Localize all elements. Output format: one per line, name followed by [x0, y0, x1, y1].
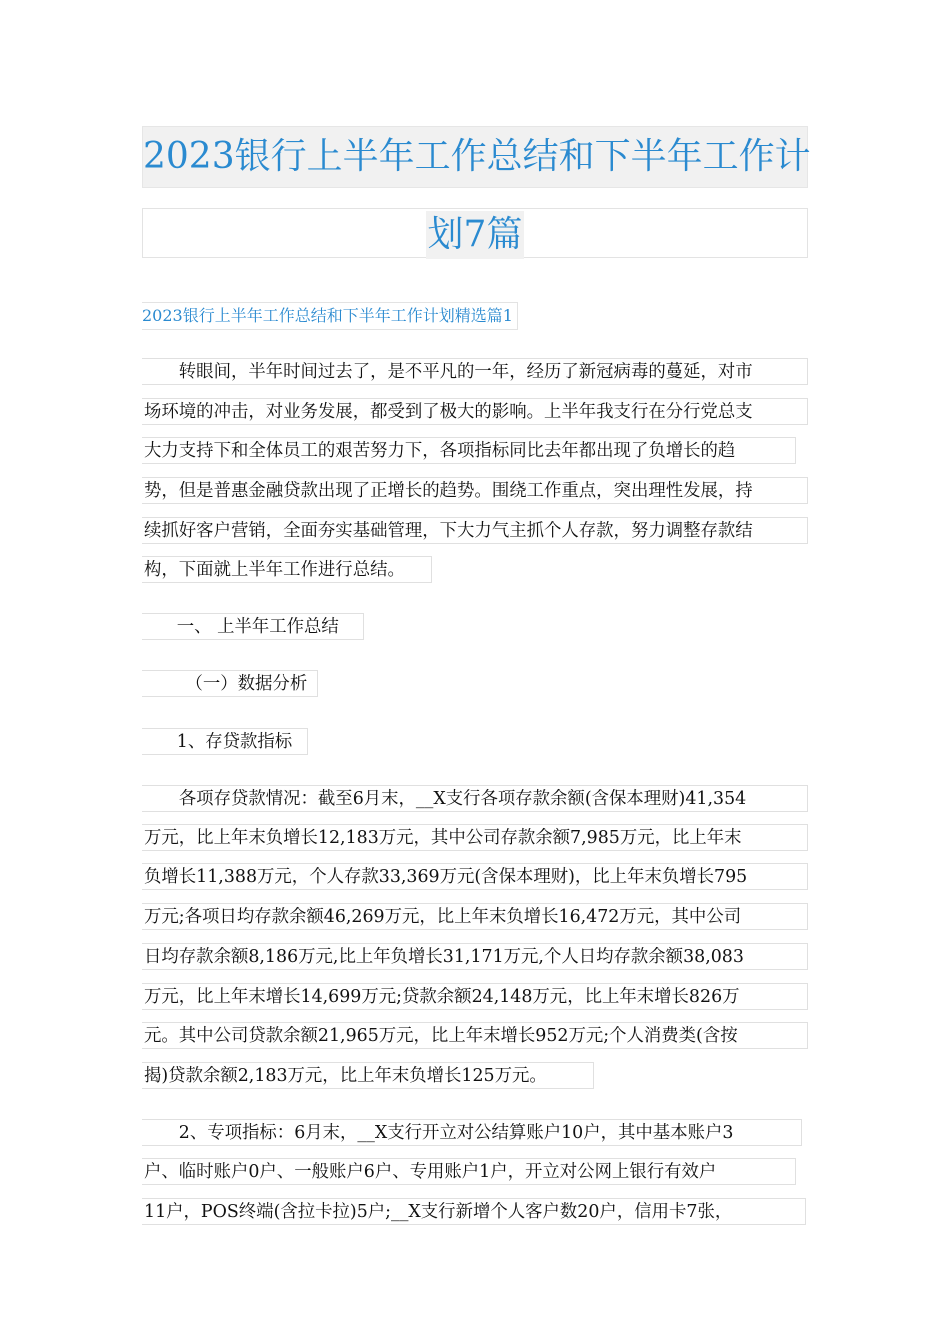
- paragraph-line: 转眼间，半年时间过去了，是不平凡的一年，经历了新冠病毒的蔓延，对市: [142, 358, 808, 385]
- paragraph-line: 万元，比上年末负增长12,183万元，其中公司存款余额7,985万元，比上年末: [142, 824, 808, 851]
- paragraph-line: 2、专项指标：6月末，__X支行开立对公结算账户10户，其中基本账户3: [142, 1119, 802, 1146]
- paragraph-line: 势，但是普惠金融贷款出现了正增长的趋势。围绕工作重点，突出理性发展，持: [142, 477, 808, 504]
- paragraph-line: 大力支持下和全体员工的艰苦努力下，各项指标同比去年都出现了负增长的趋: [142, 437, 796, 464]
- document-title-line-1: 2023银行上半年工作总结和下半年工作计: [142, 126, 808, 188]
- paragraph-line: 11户，POS终端(含拉卡拉)5户;__X支行新增个人客户数20户，信用卡7张，: [142, 1198, 806, 1225]
- paragraph-line: 各项存贷款情况：截至6月末，__X支行各项存款余额(含保本理财)41,354: [142, 785, 808, 812]
- paragraph-line: 揭)贷款余额2,183万元，比上年末负增长125万元。: [142, 1062, 594, 1089]
- paragraph-line: 元。其中公司贷款余额21,965万元，比上年末增长952万元;个人消费类(含按: [142, 1022, 808, 1049]
- item-heading: 1、存贷款指标: [142, 728, 308, 755]
- paragraph-line: 万元，比上年末增长14,699万元;贷款余额24,148万元，比上年末增长826万: [142, 983, 808, 1010]
- paragraph-line: 续抓好客户营销，全面夯实基础管理，下大力气主抓个人存款，努力调整存款结: [142, 517, 808, 544]
- document-title-line-2-text: 划7篇: [426, 211, 525, 259]
- paragraph-line: 场环境的冲击，对业务发展，都受到了极大的影响。上半年我支行在分行党总支: [142, 398, 808, 425]
- section-subtitle: 2023银行上半年工作总结和下半年工作计划精选篇1: [142, 302, 518, 330]
- paragraph-line: 构，下面就上半年工作进行总结。: [142, 556, 432, 583]
- section-heading: 一、 上半年工作总结: [142, 613, 364, 640]
- paragraph-line: 万元;各项日均存款余额46,269万元，比上年末负增长16,472万元，其中公司: [142, 903, 808, 930]
- subsection-heading: （一）数据分析: [142, 670, 318, 697]
- document-title-line-2: [142, 208, 808, 258]
- paragraph-line: 日均存款余额8,186万元,比上年负增长31,171万元,个人日均存款余额38,083: [142, 943, 808, 970]
- paragraph-line: 负增长11,388万元，个人存款33,369万元(含保本理财)，比上年末负增长795: [142, 863, 808, 890]
- paragraph-line: 户、临时账户0户、一般账户6户、专用账户1户，开立对公网上银行有效户: [142, 1158, 796, 1185]
